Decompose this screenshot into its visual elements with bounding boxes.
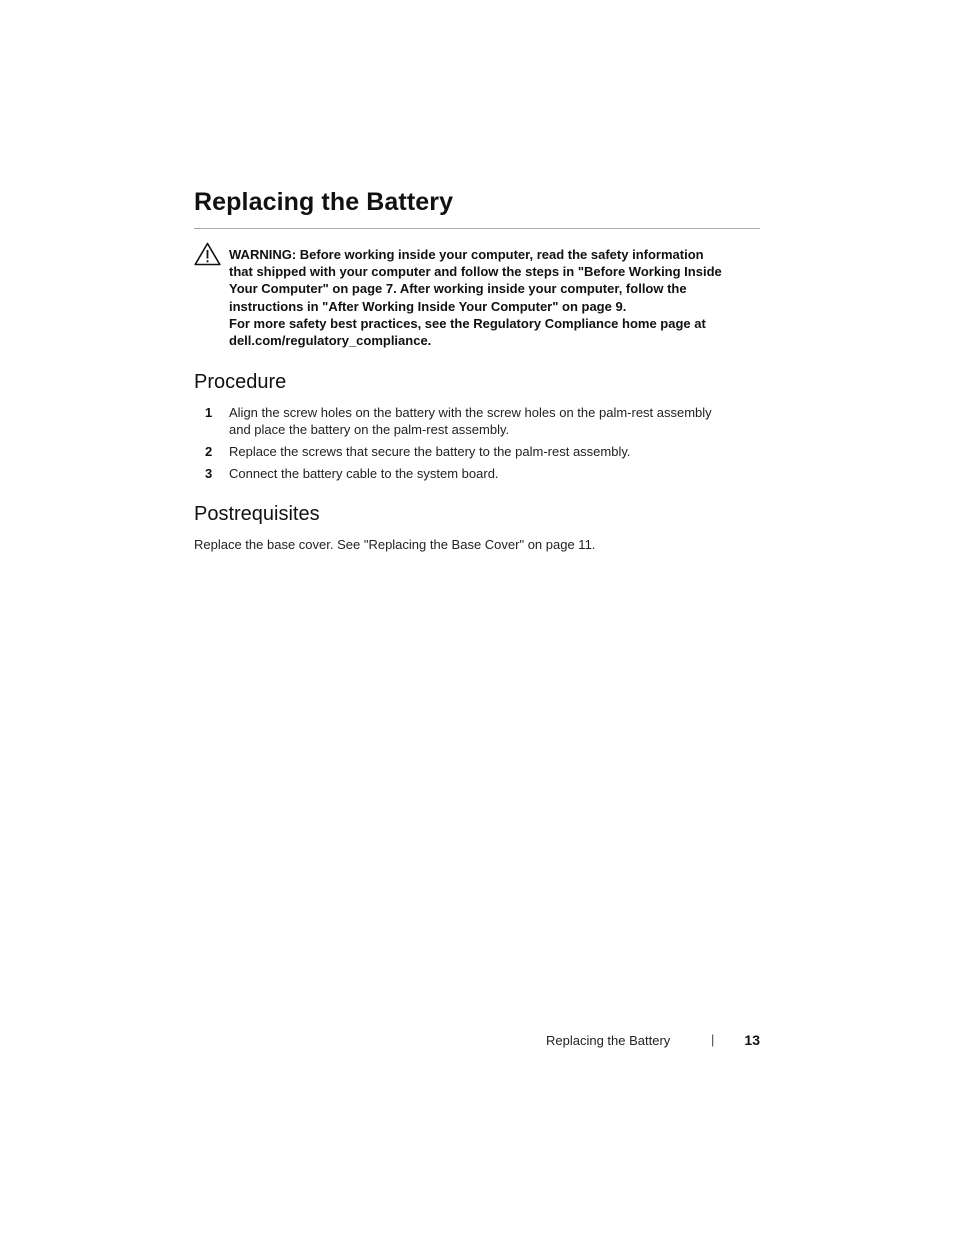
- procedure-steps: [194, 404, 760, 486]
- step-number: 3: [205, 465, 213, 481]
- postrequisites-heading: Postrequisites: [194, 503, 320, 525]
- warning-line: instructions in "After Working Inside Your Computer" on page 9.: [229, 298, 627, 314]
- step-line: Align the screw holes on the battery with the screw holes on the palm-rest assembly: [229, 405, 712, 420]
- procedure-step: [194, 465, 760, 482]
- step-text: [229, 404, 760, 438]
- step-line: and place the battery on the palm-rest assembly.: [229, 422, 510, 438]
- step-text: [229, 465, 760, 482]
- postrequisites-text: Replace the base cover. See "Replacing the Base Cover" on page 11.: [194, 537, 596, 552]
- step-number: 2: [205, 443, 213, 459]
- step-text: [229, 443, 760, 460]
- step-number: 1: [205, 405, 213, 420]
- warning-line: Your Computer" on page 7. After working inside your computer, follow the: [229, 281, 687, 297]
- step-line: Replace the screws that secure the battery to the palm-rest assembly.: [229, 443, 631, 459]
- procedure-step: [194, 443, 760, 460]
- warning-line: dell.com/regulatory_compliance.: [229, 333, 432, 349]
- footer-section-title: Replacing the Battery: [546, 1033, 671, 1048]
- page-title: Replacing the Battery: [194, 188, 454, 216]
- step-line: Connect the battery cable to the system board.: [229, 465, 499, 481]
- warning-text: [229, 246, 760, 349]
- title-rule: [194, 228, 760, 229]
- warning-triangle-icon: [194, 242, 221, 266]
- procedure-step: [194, 404, 760, 438]
- warning-line: that shipped with your computer and follow the steps in "Before Working Inside: [229, 264, 722, 280]
- warning-line: WARNING: Before working inside your computer, read the safety information: [229, 247, 704, 262]
- page-footer: [546, 1032, 760, 1052]
- procedure-heading: Procedure: [194, 371, 287, 393]
- footer-divider: |: [711, 1032, 715, 1047]
- warning-line: For more safety best practices, see the Regulatory Compliance home page at: [229, 315, 706, 331]
- page-number: 13: [744, 1032, 760, 1048]
